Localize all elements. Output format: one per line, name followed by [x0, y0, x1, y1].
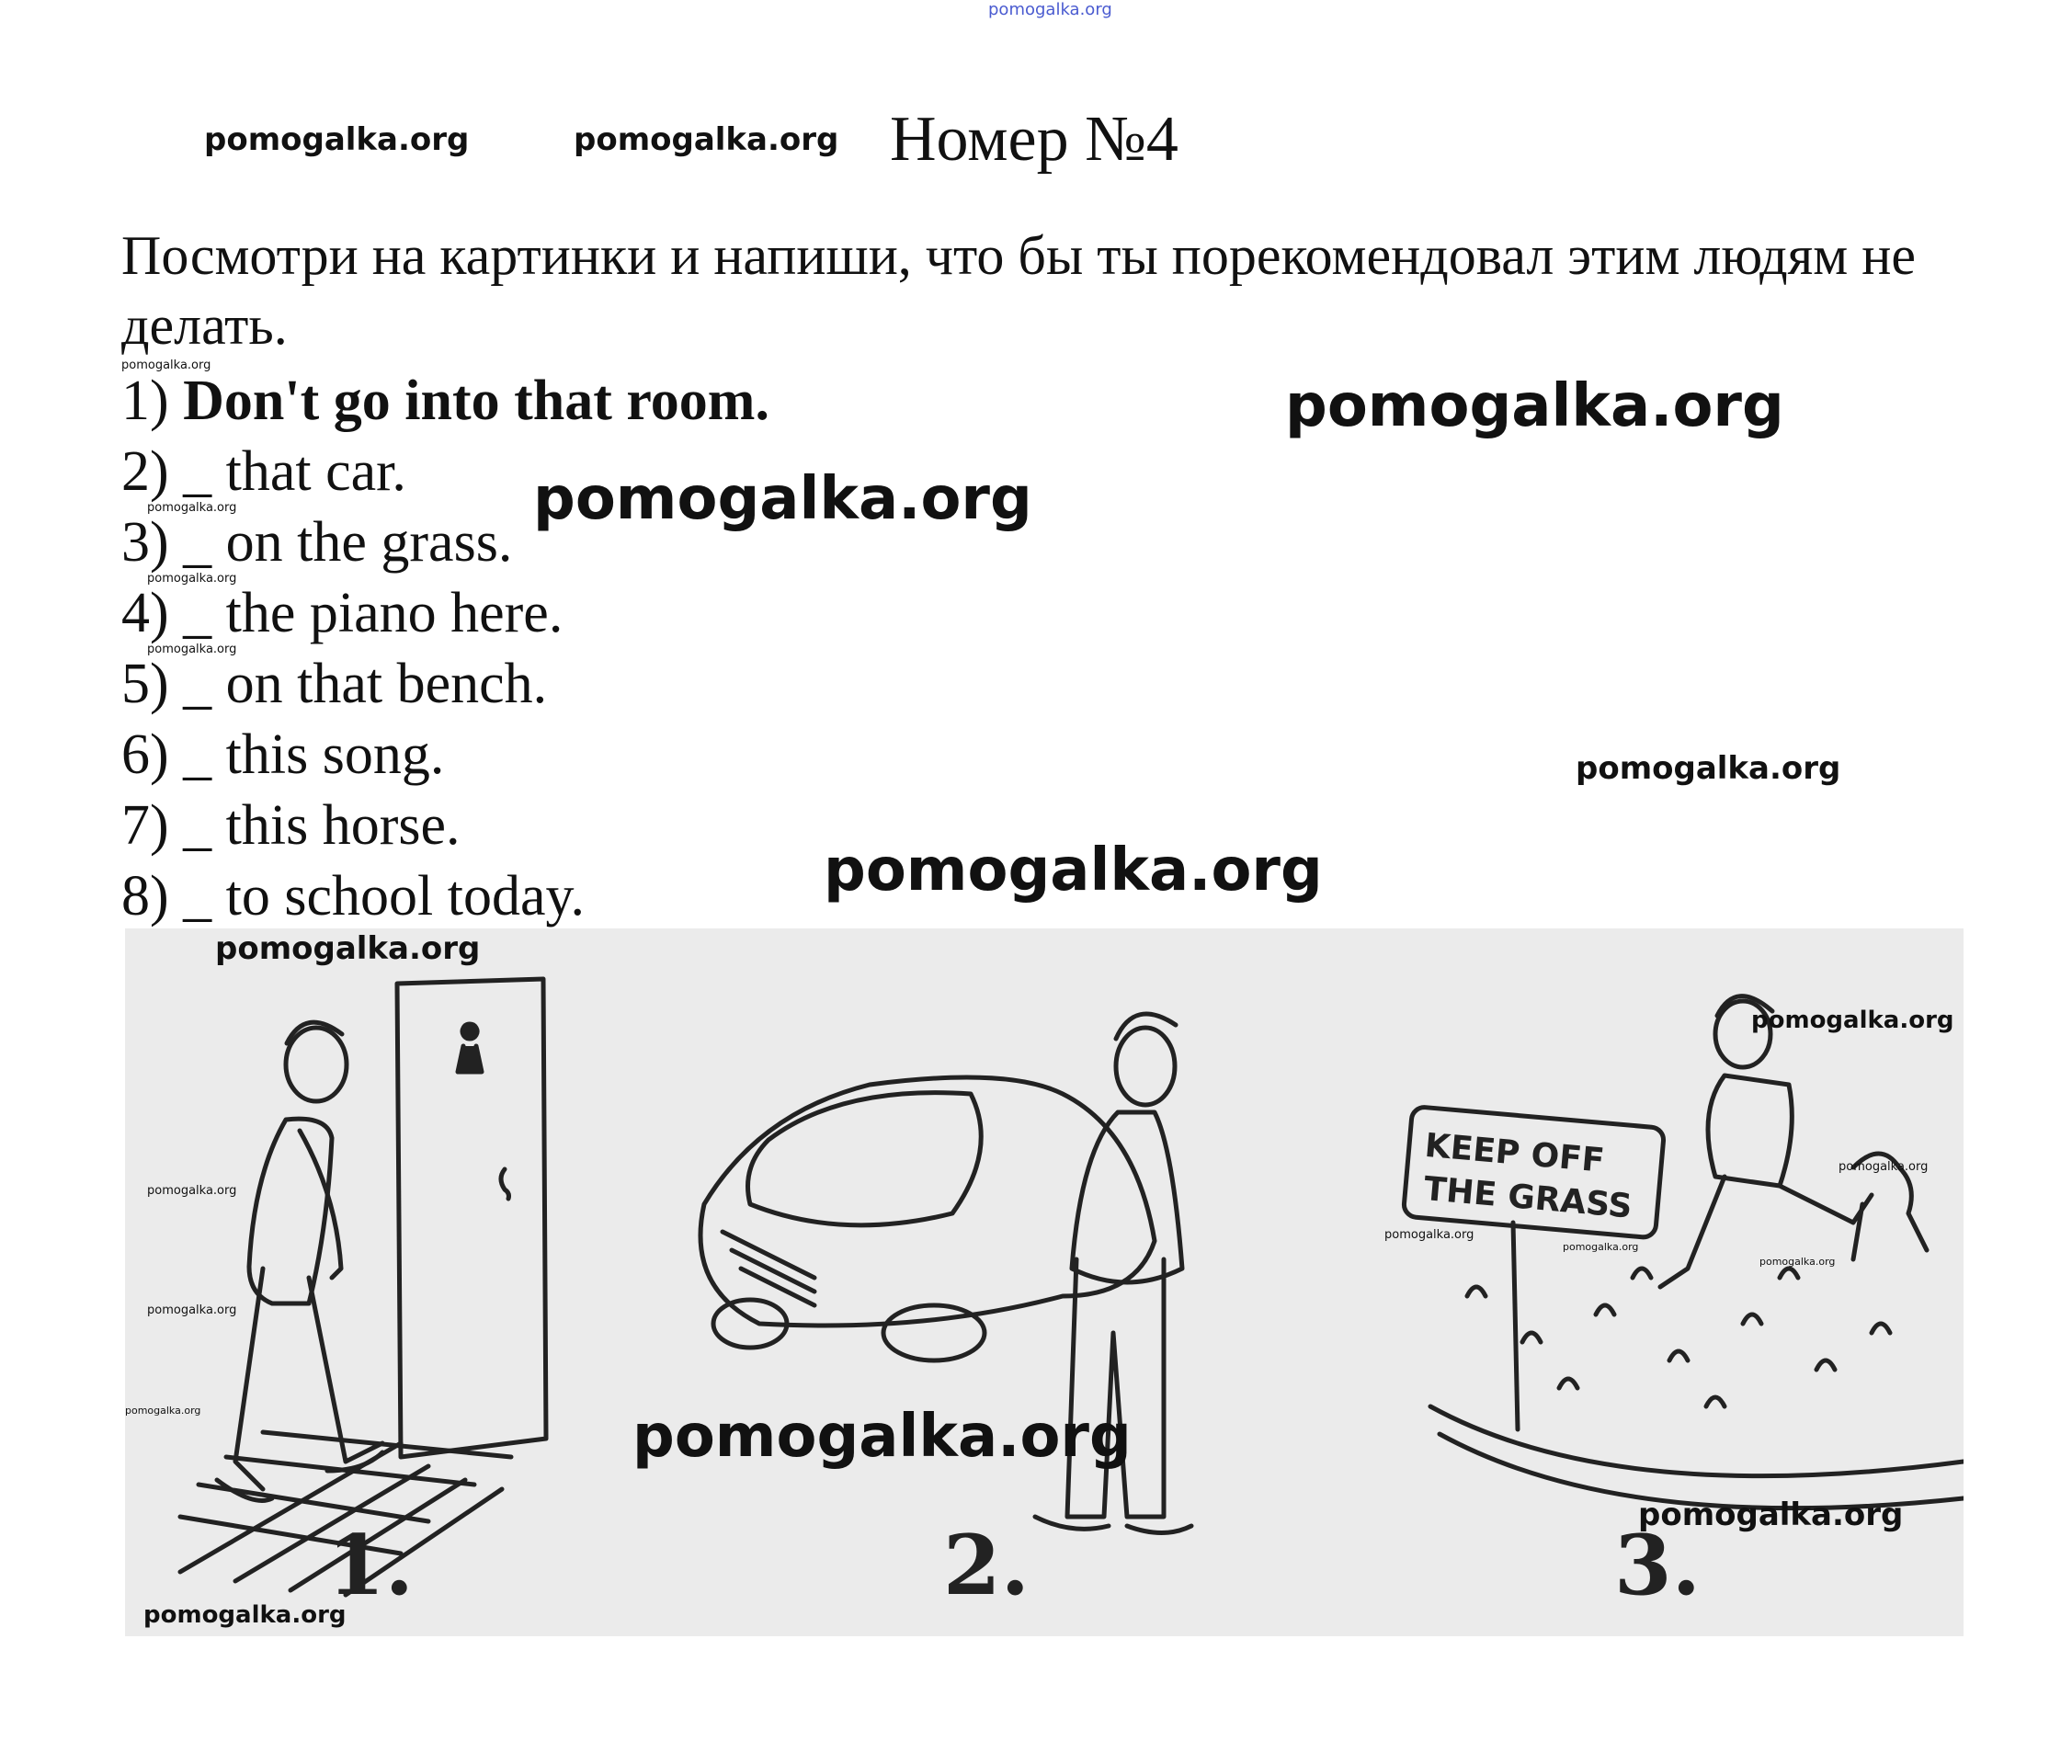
exercise-text: _ this song.: [183, 723, 445, 786]
watermark: pomogalka.org: [204, 121, 470, 158]
exercise-text: _ this horse.: [183, 794, 461, 857]
exercise-item: [121, 861, 769, 932]
watermark-top: pomogalka.org: [988, 0, 1112, 19]
watermark: pomogalka.org: [1384, 1228, 1474, 1242]
exercise-text: _ that car.: [183, 440, 406, 503]
exercise-item: [121, 578, 769, 649]
exercise-number: 1): [121, 370, 169, 432]
exercise-answer: Don't go into that room.: [183, 370, 769, 432]
watermark: pomogalka.org: [824, 836, 1323, 905]
instruction-text: Посмотри на картинки и напиши, что бы ты порекомендовал этим людям не делать.: [121, 225, 1916, 356]
exercise-number: 3): [121, 511, 169, 574]
watermark: pomogalka.org: [147, 1184, 237, 1198]
walking-man-illustration: [217, 1022, 382, 1500]
watermark: pomogalka.org: [147, 1303, 237, 1317]
door-illustration: [180, 979, 546, 1595]
exercise-text: _ on the grass.: [183, 511, 513, 574]
running-boy-illustration: [1660, 996, 1872, 1287]
exercise-item: [121, 649, 769, 720]
watermark: pomogalka.org: [1759, 1256, 1836, 1268]
exercise-text: _ the piano here.: [183, 582, 564, 644]
car-illustration: [700, 1077, 1155, 1360]
watermark: pomogalka.org: [147, 501, 237, 515]
watermark: pomogalka.org: [147, 643, 237, 656]
panel-number: 3.: [1614, 1517, 1701, 1614]
exercise-number: 2): [121, 440, 169, 503]
exercise-number: 8): [121, 865, 169, 928]
grass-illustration: [1430, 1269, 1964, 1508]
watermark: pomogalka.org: [143, 1601, 347, 1629]
watermark: pomogalka.org: [215, 930, 481, 967]
watermark: pomogalka.org: [533, 465, 1032, 533]
sign-line-1: KEEP OFF: [1423, 1126, 1606, 1180]
watermark: pomogalka.org: [125, 1405, 201, 1417]
watermark: pomogalka.org: [1839, 1160, 1929, 1174]
exercise-item: [121, 720, 769, 791]
watermark: pomogalka.org: [1563, 1241, 1639, 1253]
sign-line-2: THE GRASS: [1422, 1169, 1634, 1226]
watermark: pomogalka.org: [121, 358, 211, 372]
exercise-number: 6): [121, 723, 169, 786]
watermark: pomogalka.org: [1285, 372, 1784, 440]
watermark: pomogalka.org: [147, 572, 237, 586]
panel-number: 1.: [327, 1517, 414, 1614]
page-title: Номер №4: [890, 104, 1178, 175]
watermark: pomogalka.org: [1751, 1007, 1954, 1034]
exercise-text: _ on that bench.: [183, 653, 548, 715]
exercise-number: 5): [121, 653, 169, 715]
watermark: pomogalka.org: [574, 121, 839, 158]
watermark: pomogalka.org: [1576, 750, 1841, 787]
panel-number: 2.: [943, 1517, 1030, 1614]
exercise-text: _ to school today.: [183, 865, 585, 928]
exercise-number: 4): [121, 582, 169, 644]
exercise-item: [121, 366, 769, 437]
watermark: pomogalka.org: [1638, 1497, 1904, 1533]
exercise-number: 7): [121, 794, 169, 857]
watermark: pomogalka.org: [632, 1403, 1132, 1471]
exercise-item: [121, 791, 769, 861]
